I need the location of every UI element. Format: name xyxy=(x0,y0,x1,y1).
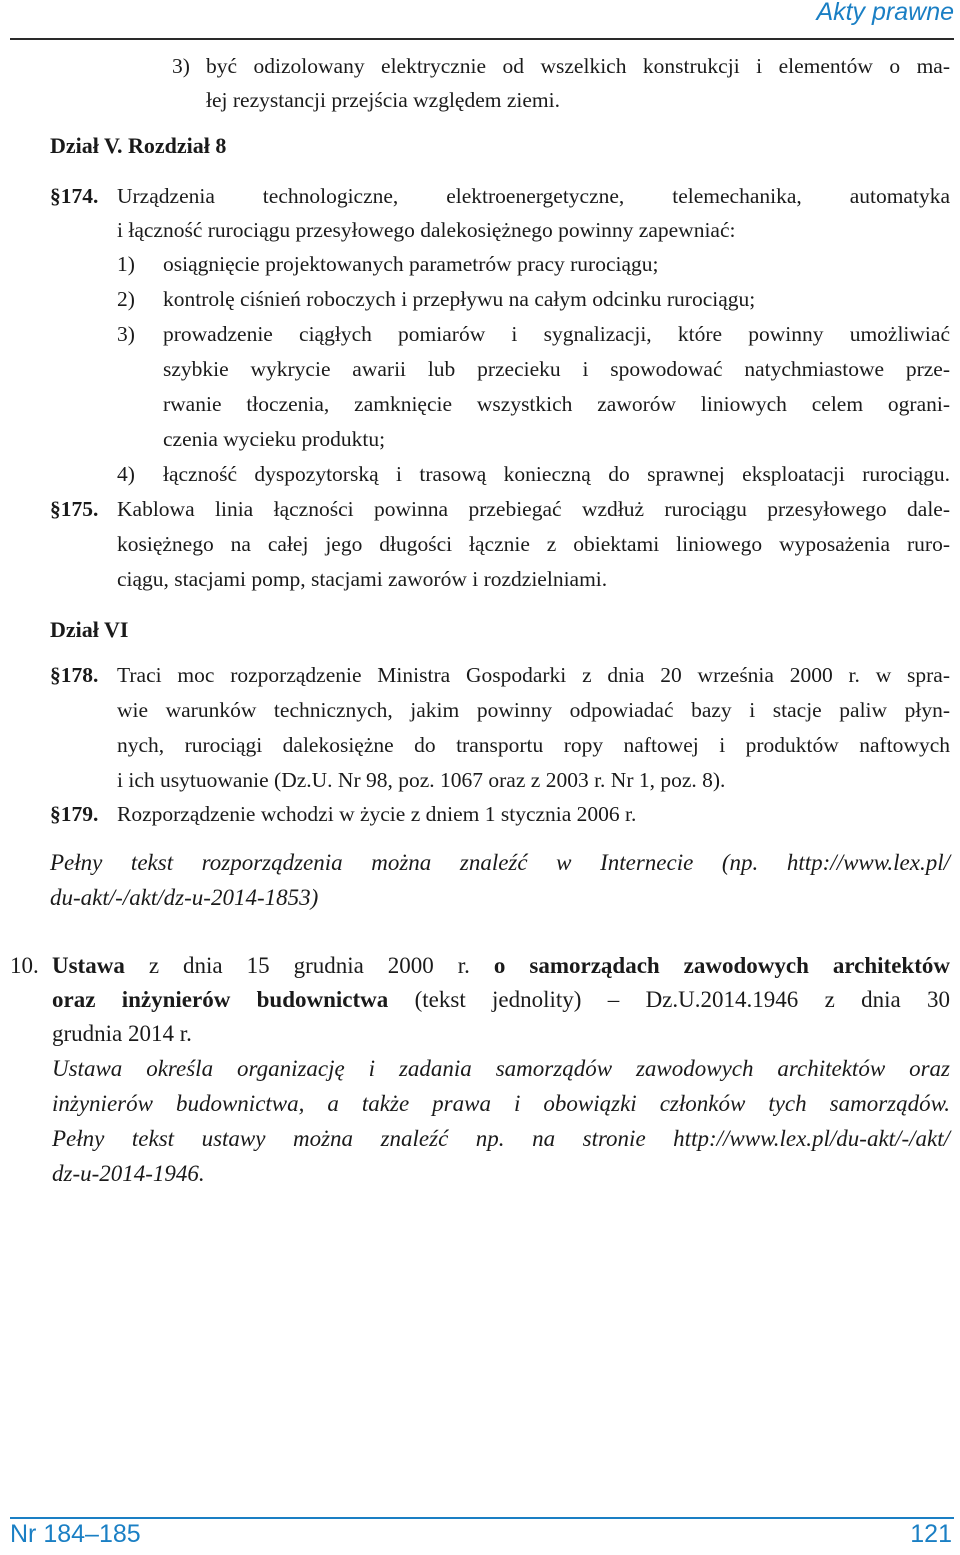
item-number: 3) xyxy=(172,54,190,78)
act-description-line: Pełny tekst ustawy można znaleźć np. na stronie http://www.lex.pl/du-akt/-/akt/ xyxy=(52,1126,950,1151)
item-text-line: być odizolowany elektrycznie od wszelkich konstrukcji i elementów o ma- xyxy=(206,54,950,78)
paragraph-number: §178. xyxy=(50,663,99,687)
act-title: oraz inżynierów budownictwa xyxy=(52,987,389,1012)
act-description-line: dz-u-2014-1946. xyxy=(52,1161,205,1186)
paragraph-number: §179. xyxy=(50,802,99,826)
header-title: Akty prawne xyxy=(816,0,954,26)
act-description-line: Ustawa określa organizację i zadania samorządów zawodowych architektów oraz xyxy=(52,1056,950,1081)
paragraph-text-line: Urządzenia technologiczne, elektroenergetyczne, telemechanika, automatyka xyxy=(117,184,950,208)
item-text-line: kontrolę ciśnień roboczych i przepływu na całym odcinku rurociągu; xyxy=(163,287,756,311)
paragraph-text-line: ciągu, stacjami pomp, stacjami zaworów i rozdzielniami. xyxy=(117,567,608,591)
paragraph-number: §174. xyxy=(50,184,99,208)
item-text-line: rwanie tłoczenia, zamknięcie wszystkich zaworów liniowych celem ograni- xyxy=(163,392,950,416)
act-title-line xyxy=(52,983,950,1017)
item-number: 3) xyxy=(117,322,135,346)
paragraph-text-line: Traci moc rozporządzenie Ministra Gospodarki z dnia 20 września 2000 r. w spra- xyxy=(117,663,950,687)
page-number: 121 xyxy=(910,1520,952,1548)
paragraph-text-line: i ich usytuowanie (Dz.U. Nr 98, poz. 1067 oraz z 2003 r. Nr 1, poz. 8). xyxy=(117,768,726,792)
act-citation: (tekst jednolity) – Dz.U.2014.1946 z dnia 30 xyxy=(388,987,950,1012)
paragraph-text-line: Kablowa linia łączności powinna przebiegać wzdłuż rurociągu przesyłowego dale- xyxy=(117,497,950,521)
item-text-line: czenia wycieku produktu; xyxy=(163,427,386,451)
act-description-line: inżynierów budownictwa, a także prawa i obowiązki członków tych samorządów. xyxy=(52,1091,950,1116)
note-text-line: Pełny tekst rozporządzenia można znaleźć w Internecie (np. http://www.lex.pl/ xyxy=(50,850,950,875)
section-heading: Dział V. Rozdział 8 xyxy=(50,133,227,158)
act-type: Ustawa xyxy=(52,953,125,978)
paragraph-text-line: nych, rurociągi dalekosiężne do transportu ropy naftowej i produktów naftowych xyxy=(117,733,950,757)
paragraph-number: §175. xyxy=(50,497,99,521)
act-title-line: grudnia 2014 r. xyxy=(52,1021,192,1046)
item-number: 2) xyxy=(117,287,135,311)
issue-number: Nr 184–185 xyxy=(10,1520,141,1548)
act-title: o samorządach zawodowych architektów xyxy=(493,953,950,978)
header-rule xyxy=(10,38,954,40)
paragraph-text-line: wie warunków technicznych, jakim powinny odpowiadać bazy i stacje paliw płyn- xyxy=(117,698,950,722)
item-text-line: łej rezystancji przejścia względem ziemi. xyxy=(206,88,560,112)
act-title-line xyxy=(52,949,950,983)
footer-rule xyxy=(10,1517,954,1519)
section-heading: Dział VI xyxy=(50,617,129,642)
item-number: 4) xyxy=(117,462,135,486)
item-text-line: szybkie wykrycie awarii lub przecieku i spowodować natychmiastowe prze- xyxy=(163,357,950,381)
paragraph-text-line: Rozporządzenie wchodzi w życie z dniem 1 stycznia 2006 r. xyxy=(117,802,637,826)
paragraph-text-line: i łączność rurociągu przesyłowego dalekosiężnego powinny zapewniać: xyxy=(117,218,736,242)
note-text-line: du-akt/-/akt/dz-u-2014-1853) xyxy=(50,885,319,910)
item-text-line: łączność dyspozytorską i trasową konieczną do sprawnej eksploatacji rurociągu. xyxy=(163,462,950,486)
paragraph-text-line: kosiężnego na całej jego długości łącznie z obiektami liniowego wyposażenia ruro- xyxy=(117,532,950,556)
item-text-line: osiągnięcie projektowanych parametrów pracy rurociągu; xyxy=(163,252,659,276)
item-text-line: prowadzenie ciągłych pomiarów i sygnalizacji, które powinny umożliwiać xyxy=(163,322,950,346)
list-number: 10. xyxy=(10,953,39,978)
act-date: z dnia 15 grudnia 2000 r. xyxy=(124,953,494,978)
item-number: 1) xyxy=(117,252,135,276)
